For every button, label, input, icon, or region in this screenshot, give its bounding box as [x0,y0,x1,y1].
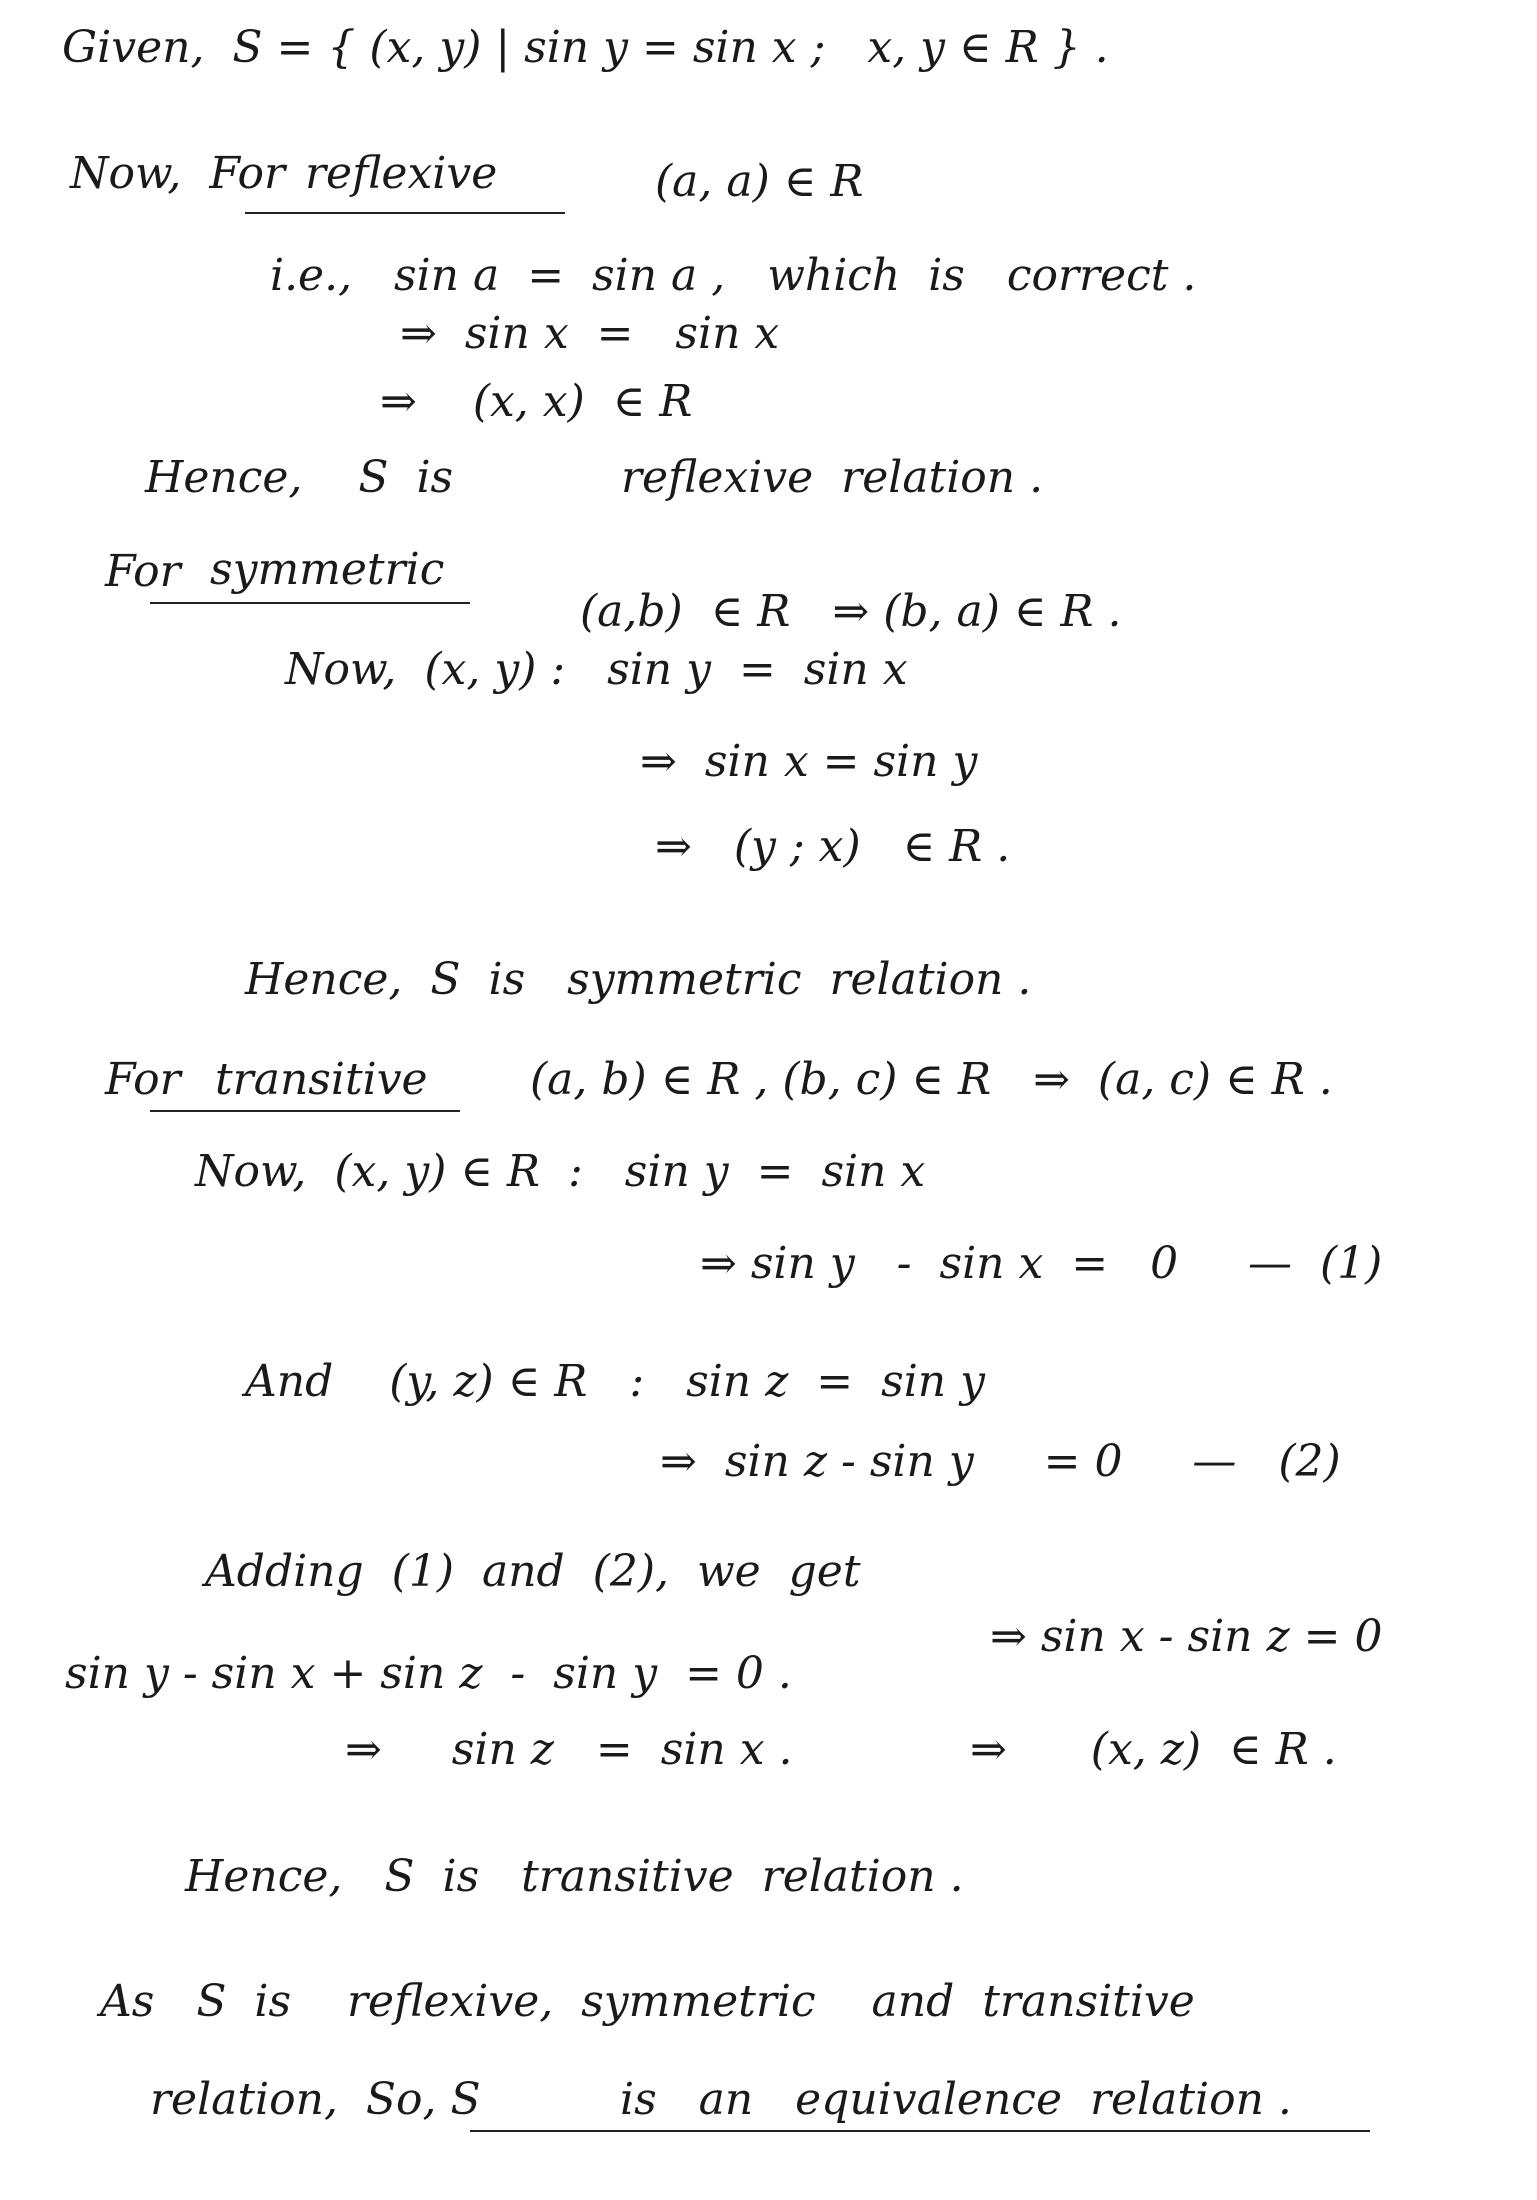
adding-line: Adding (1) and (2), we get [205,1546,861,1597]
reflexive-condition: (a, a) ∈ R [655,156,864,207]
implies-pair-line: ⇒ (x, x) ∈ R [380,376,693,427]
conclusion-underline [470,2130,1370,2132]
sum-implies: ⇒ sin x - sin z = 0 [990,1611,1383,1662]
hence-reflexive-line: Hence, S is reflexive relation . [145,452,1044,503]
sum-line: sin y - sin x + sin z - sin y = 0 . [65,1648,792,1699]
transitive-underline [150,1110,460,1112]
conclusion-line-2a: relation, So, S [150,2074,481,2125]
reflexive-heading: Now, For [70,148,286,199]
transitive-condition: (a, b) ∈ R , (b, c) ∈ R ⇒ (a, c) ∈ R . [530,1054,1333,1105]
result-pair: ⇒ (x, z) ∈ R . [970,1724,1337,1775]
symmetric-condition: (a,b) ∈ R ⇒ (b, a) ∈ R . [580,586,1122,637]
given-line: Given, S = { (x, y) | sin y = sin x ; x, y ∈ R } . [62,22,1109,73]
symmetric-underline [150,602,470,604]
reflexive-underline [245,212,565,214]
result-line: ⇒ sin z = sin x . [345,1724,793,1775]
transitive-eq2: ⇒ sin z - sin y = 0 — (2) [660,1436,1341,1487]
transitive-heading: For [105,1054,181,1105]
transitive-and-line: And (y, z) ∈ R : sin z = sin y [245,1356,985,1407]
implies-sin-line: ⇒ sin x = sin x [400,308,780,359]
hence-symmetric-line: Hence, S is symmetric relation . [245,954,1032,1005]
symmetric-implies-1: ⇒ sin x = sin y [640,736,978,787]
symmetric-word: symmetric [210,544,445,595]
transitive-word: transitive [215,1054,428,1105]
symmetric-implies-2: ⇒ (y ; x) ∈ R . [655,821,1011,872]
reflexive-word: reflexive [305,148,498,199]
hence-transitive-line: Hence, S is transitive relation . [185,1851,964,1902]
conclusion-line-1: As S is reflexive, symmetric and transitive [100,1976,1195,2027]
transitive-eq1: ⇒ sin y - sin x = 0 — (1) [700,1238,1383,1289]
conclusion-line-2b: is an equivalence relation . [620,2074,1292,2125]
transitive-now-line: Now, (x, y) ∈ R : sin y = sin x [195,1146,926,1197]
symmetric-heading: For [105,546,181,597]
ie-line: i.e., sin a = sin a , which is correct . [270,250,1197,301]
symmetric-now-line: Now, (x, y) : sin y = sin x [285,644,908,695]
